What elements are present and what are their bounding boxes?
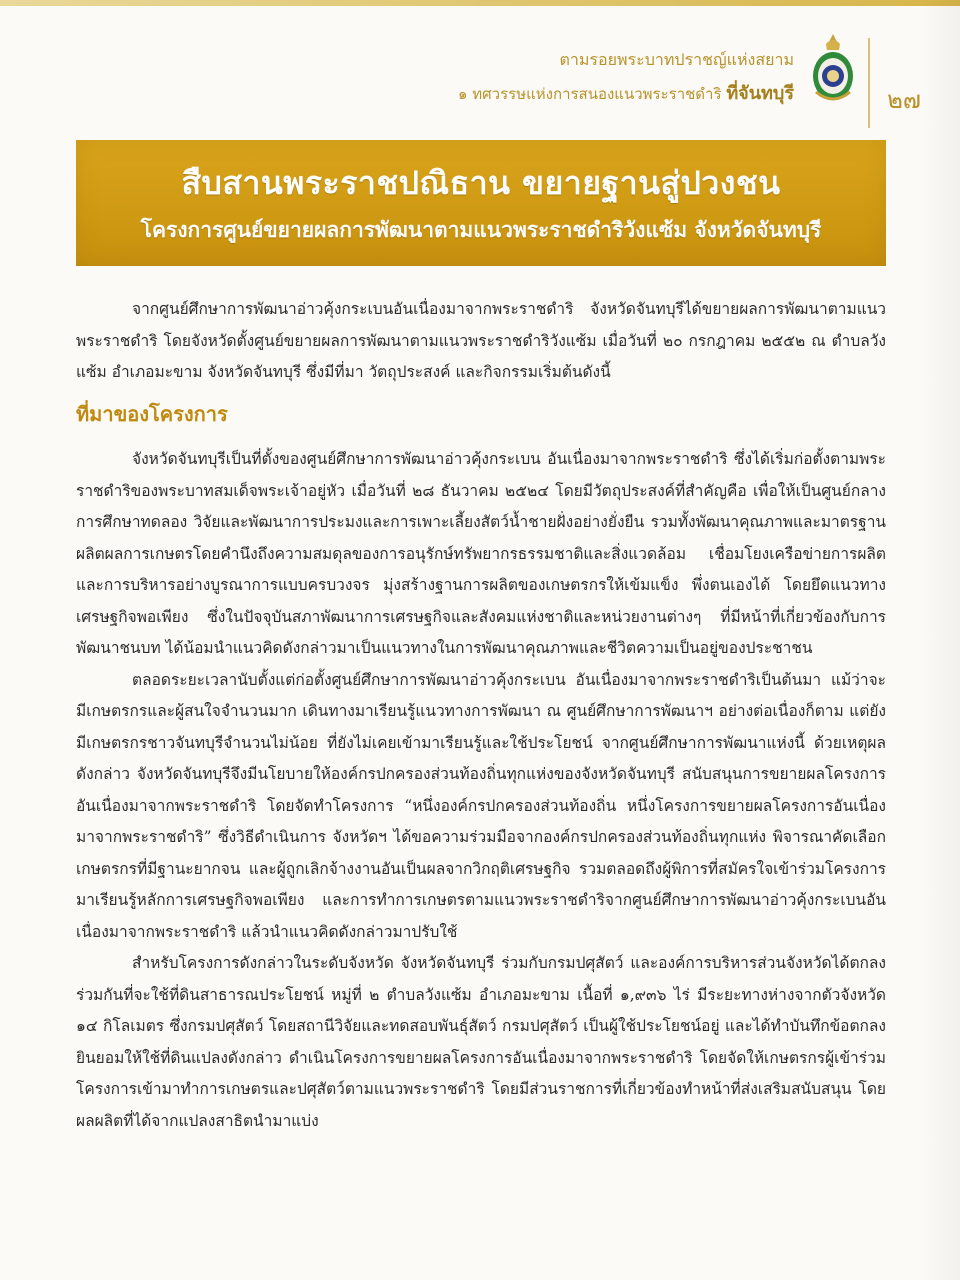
page-edge-shadow xyxy=(922,0,960,1280)
banner-subtitle: โครงการศูนย์ขยายผลการพัฒนาตามแนวพระราชดำริวังแซ้ม จังหวัดจันทบุรี xyxy=(140,218,822,242)
banner-title: สืบสานพระราชปณิธาน ขยายฐานสู่ปวงชน xyxy=(181,164,781,202)
intro-paragraph: จากศูนย์ศึกษาการพัฒนาอ่าวคุ้งกระเบนอันเนื่องมาจากพระราชดำริ จังหวัดจันทบุรีได้ขยายผลการพัฒนาตามแนวพระราชดำริ โดยจังหวัดตั้งศูนย์ขยายผลการพัฒนาตามแนวพระราชดำริวังแซ้ม เมื่อวันที่ ๒๐ กรกฎาคม ๒๕๕๒ ณ ตำบลวังแซ้ม อำเภอมะขาม จังหวัดจันทบุรี ซึ่งมีที่มา วัตถุประสงค์ และกิจกรรมเริ่มต้นดังนี้ xyxy=(76,300,886,381)
body-paragraph: สำหรับโครงการดังกล่าวในระดับจังหวัด จังหวัดจันทบุรี ร่วมกับกรมปศุสัตว์ และองค์การบริหารส่วนจังหวัดได้ตกลงร่วมกันที่จะใช้ที่ดินสาธารณประโยชน์ หมู่ที่ ๒ ตำบลวังแซ้ม อำเภอมะขาม เนื้อที่ ๑,๙๓๖ ไร่ มีระยะทางห่างจากตัวจังหวัด ๑๔ กิโลเมตร ซึ่งกรมปศุสัตว์ โดยสถานีวิจัยและทดสอบพันธุ์สัตว์ กรมปศุสัตว์ เป็นผู้ใช้ประโยชน์อยู่ และได้ทำบันทึกข้อตกลงยินยอมให้ใช้ที่ดินแปลงดังกล่าว ดำเนินโครงการขยายผลโครงการอันเนื่องมาจากพระราชดำริ โดยจัดให้เกษตรกรผู้เข้าร่วมโครงการเข้ามาทำการเกษตรและปศุสัตว์ตามแนวพระราชดำริ โดยมีส่วนราชการที่เกี่ยวข้องทำหน้าที่ส่งเสริมสนับสนุน โดยผลผลิตที่ได้จากแปลงสาธิตนำมาแบ่ง xyxy=(76,954,886,1130)
series-subtitle xyxy=(194,78,794,107)
series-title: ตามรอยพระบาทปราชญ์แห่งสยาม xyxy=(559,50,794,69)
body-paragraph: จังหวัดจันทบุรีเป็นที่ตั้งของศูนย์ศึกษาการพัฒนาอ่าวคุ้งกระเบน อันเนื่องมาจากพระราชดำริ ซึ่งได้เริ่มก่อตั้งตามพระราชดำริของพระบาทสมเด็จพระเจ้าอยู่หัว เมื่อวันที่ ๒๘ ธันวาคม ๒๕๒๔ โดยมีวัตถุประสงค์ที่สำคัญคือ เพื่อให้เป็นศูนย์กลางการศึกษาทดลอง วิจัยและพัฒนาการประมงและการเพาะเลี้ยงสัตว์น้ำชายฝั่งอย่างยั่งยืน รวมทั้งพัฒนาคุณภาพและมาตรฐานผลิตผลการเกษตรโดยคำนึงถึงความสมดุลของการอนุรักษ์ทรัพยากรธรรมชาติและสิ่งแวดล้อม เชื่อมโยงเครือข่ายการผลิตและการบริหารอย่างบูรณาการแบบครบวงจร มุ่งสร้างฐานการผลิตของเกษตรกรให้เข้มแข็ง พึ่งตนเองได้ โดยยึดแนวทางเศรษฐกิจพอเพียง ซึ่งในปัจจุบันสภาพัฒนาการเศรษฐกิจและสังคมแห่งชาติและหน่วยงานต่างๆ ที่มีหน้าที่เกี่ยวข้องกับการพัฒนาชนบท ได้น้อมนำแนวคิดดังกล่าวมาเป็นแนวทางในการพัฒนาคุณภาพและชีวิตความเป็นอยู่ของประชาชน xyxy=(76,450,886,657)
page-header xyxy=(0,14,936,124)
title-banner xyxy=(76,140,886,266)
royal-emblem-icon xyxy=(808,32,858,106)
article-body xyxy=(76,294,886,1137)
top-decorative-bar xyxy=(0,0,960,6)
body-paragraph: ตลอดระยะเวลานับตั้งแต่ก่อตั้งศูนย์ศึกษาการพัฒนาอ่าวคุ้งกระเบน อันเนื่องมาจากพระราชดำริเป็นต้นมา แม้ว่าจะมีเกษตรกรและผู้สนใจจำนวนมาก เดินทางมาเรียนรู้แนวทางการพัฒนา ณ ศูนย์ศึกษาการพัฒนาฯ อย่างต่อเนื่องก็ตาม แต่ยังมีเกษตรกรชาวจันทบุรีจำนวนไม่น้อย ที่ยังไม่เคยเข้ามาเรียนรู้และใช้ประโยชน์ จากศูนย์ศึกษาการพัฒนาแห่งนี้ ด้วยเหตุผลดังกล่าว จังหวัดจันทบุรีจึงมีนโยบายให้องค์กรปกครองส่วนท้องถิ่นทุกแห่งของจังหวัดจันทบุรี สนับสนุนการขยายผลโครงการอันเนื่องมาจากพระราชดำริ โดยจัดทำโครงการ “หนึ่งองค์กรปกครองส่วนท้องถิ่น หนึ่งโครงการขยายผลโครงการอันเนื่องมาจากพระราชดำริ” ซึ่งวิธีดำเนินการ จังหวัดฯ ได้ขอความร่วมมือจากองค์กรปกครองส่วนท้องถิ่นทุกแห่ง พิจารณาคัดเลือกเกษตรกรที่มีฐานะยากจน และผู้ถูกเลิกจ้างงานอันเป็นผลจากวิกฤติเศรษฐกิจ รวมตลอดถึงผู้พิการที่สมัครใจเข้าร่วมโครงการ มาเรียนรู้หลักการเศรษฐกิจพอเพียง และการทำการเกษตรตามแนวพระราชดำริจากศูนย์ศึกษาการพัฒนาอ่าวคุ้งกระเบนอันเนื่องมาจากพระราชดำริ แล้วนำแนวคิดดังกล่าวมาปรับใช้ xyxy=(76,670,886,941)
page-number: ๒๗ xyxy=(887,86,921,114)
section-heading: ที่มาของโครงการ xyxy=(76,401,228,426)
series-subtitle-highlight: ที่จันทบุรี xyxy=(726,83,794,104)
series-subtitle-prefix: ๑ ทศวรรษแห่งการสนองแนวพระราชดำริ xyxy=(457,85,722,103)
header-divider xyxy=(868,38,870,128)
